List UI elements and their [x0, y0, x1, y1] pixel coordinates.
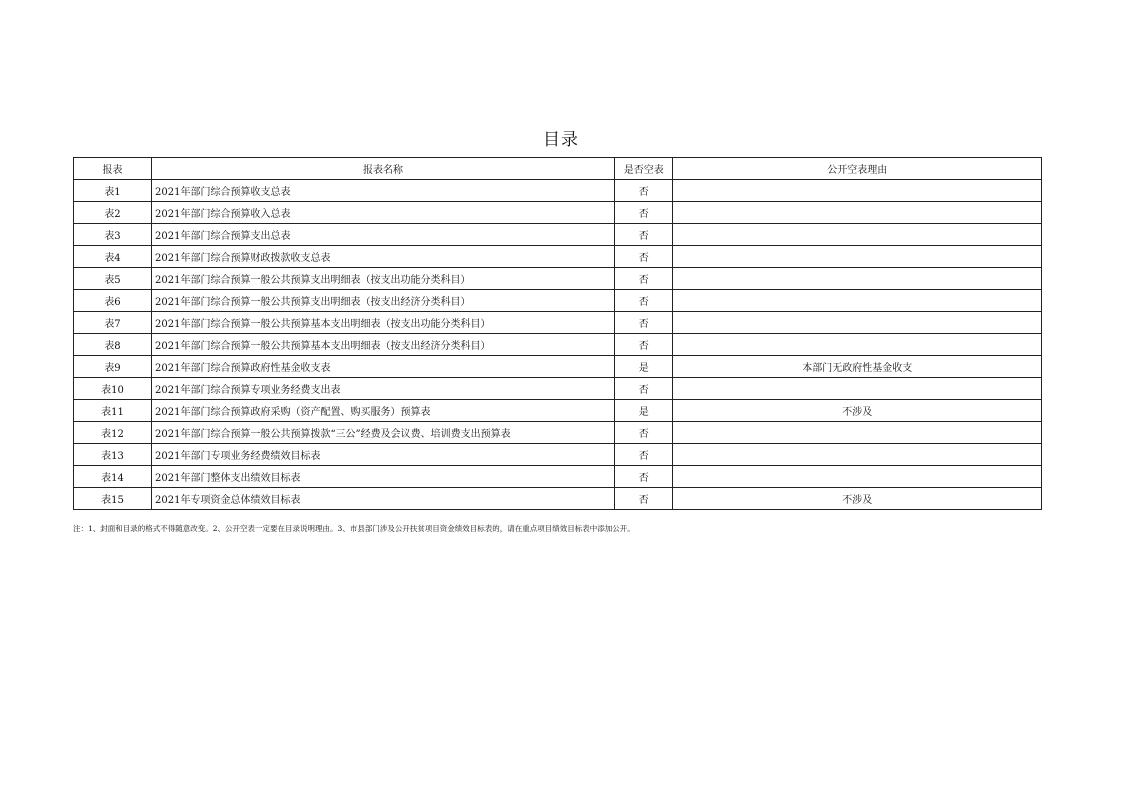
table-row: [74, 444, 1042, 466]
row-is-empty-cell: 否: [614, 224, 673, 246]
row-name-cell: 2021年部门专项业务经费绩效目标表: [152, 444, 615, 466]
header-reason: 公开空表理由: [673, 158, 1042, 180]
row-id-cell: 表12: [74, 422, 152, 444]
row-reason-cell: 不涉及: [673, 488, 1042, 510]
row-reason-cell: [673, 334, 1042, 356]
table-row: [74, 378, 1042, 400]
row-is-empty-cell: 是: [614, 356, 673, 378]
table-row: [74, 246, 1042, 268]
table-row: [74, 290, 1042, 312]
row-id-cell: 表13: [74, 444, 152, 466]
row-name-cell: 2021年部门综合预算一般公共预算基本支出明细表（按支出经济分类科目）: [152, 334, 615, 356]
row-reason-cell: [673, 290, 1042, 312]
row-is-empty-cell: 否: [614, 312, 673, 334]
row-is-empty-cell: 否: [614, 378, 673, 400]
row-name-cell: 2021年部门整体支出绩效目标表: [152, 466, 615, 488]
row-id-cell: 表11: [74, 400, 152, 422]
row-reason-cell: [673, 246, 1042, 268]
row-reason-cell: [673, 312, 1042, 334]
row-is-empty-cell: 否: [614, 180, 673, 202]
table-row: [74, 356, 1042, 378]
header-name: 报表名称: [152, 158, 615, 180]
table-row: [74, 466, 1042, 488]
page-title: 目录: [543, 130, 579, 150]
row-is-empty-cell: 否: [614, 422, 673, 444]
row-id-cell: 表2: [74, 202, 152, 224]
row-reason-cell: [673, 444, 1042, 466]
table-row: [74, 312, 1042, 334]
row-reason-cell: [673, 378, 1042, 400]
row-id-cell: 表6: [74, 290, 152, 312]
row-name-cell: 2021年部门综合预算一般公共预算拨款“三公”经费及会议费、培训费支出预算表: [152, 422, 615, 444]
table-row: [74, 488, 1042, 510]
row-is-empty-cell: 否: [614, 488, 673, 510]
row-is-empty-cell: 否: [614, 268, 673, 290]
row-is-empty-cell: 否: [614, 334, 673, 356]
row-name-cell: 2021年部门综合预算一般公共预算支出明细表（按支出经济分类科目）: [152, 290, 615, 312]
row-is-empty-cell: 否: [614, 444, 673, 466]
table-row: [74, 268, 1042, 290]
footnote: 注：1、封面和目录的格式不得随意改变。2、公开空表一定要在目录说明理由。3、市县部门涉及公开扶贫项目资金绩效目标表的，请在重点项目绩效目标表中添加公开。: [73, 524, 635, 533]
row-name-cell: 2021年部门综合预算政府采购（资产配置、购买服务）预算表: [152, 400, 615, 422]
row-reason-cell: [673, 466, 1042, 488]
row-id-cell: 表14: [74, 466, 152, 488]
row-id-cell: 表10: [74, 378, 152, 400]
row-name-cell: 2021年专项资金总体绩效目标表: [152, 488, 615, 510]
row-id-cell: 表3: [74, 224, 152, 246]
row-id-cell: 表4: [74, 246, 152, 268]
row-id-cell: 表5: [74, 268, 152, 290]
table-row: [74, 422, 1042, 444]
row-reason-cell: [673, 422, 1042, 444]
row-is-empty-cell: 否: [614, 246, 673, 268]
row-name-cell: 2021年部门综合预算收入总表: [152, 202, 615, 224]
row-is-empty-cell: 是: [614, 400, 673, 422]
row-reason-cell: 本部门无政府性基金收支: [673, 356, 1042, 378]
row-id-cell: 表15: [74, 488, 152, 510]
row-is-empty-cell: 否: [614, 290, 673, 312]
table-row: [74, 224, 1042, 246]
row-is-empty-cell: 否: [614, 466, 673, 488]
table-row: [74, 400, 1042, 422]
table-header-row: [74, 158, 1042, 180]
table-row: [74, 202, 1042, 224]
row-id-cell: 表9: [74, 356, 152, 378]
row-name-cell: 2021年部门综合预算政府性基金收支表: [152, 356, 615, 378]
row-name-cell: 2021年部门综合预算一般公共预算支出明细表（按支出功能分类科目）: [152, 268, 615, 290]
row-reason-cell: [673, 224, 1042, 246]
catalog-table: [73, 157, 1042, 510]
row-is-empty-cell: 否: [614, 202, 673, 224]
row-id-cell: 表8: [74, 334, 152, 356]
header-id: 报表: [74, 158, 152, 180]
row-name-cell: 2021年部门综合预算一般公共预算基本支出明细表（按支出功能分类科目）: [152, 312, 615, 334]
row-reason-cell: [673, 202, 1042, 224]
row-name-cell: 2021年部门综合预算专项业务经费支出表: [152, 378, 615, 400]
row-name-cell: 2021年部门综合预算财政拨款收支总表: [152, 246, 615, 268]
table-row: [74, 334, 1042, 356]
table-body: [74, 180, 1042, 510]
row-reason-cell: [673, 268, 1042, 290]
row-id-cell: 表7: [74, 312, 152, 334]
row-name-cell: 2021年部门综合预算支出总表: [152, 224, 615, 246]
row-reason-cell: 不涉及: [673, 400, 1042, 422]
row-reason-cell: [673, 180, 1042, 202]
row-name-cell: 2021年部门综合预算收支总表: [152, 180, 615, 202]
row-id-cell: 表1: [74, 180, 152, 202]
table-row: [74, 180, 1042, 202]
header-is-empty: 是否空表: [614, 158, 673, 180]
